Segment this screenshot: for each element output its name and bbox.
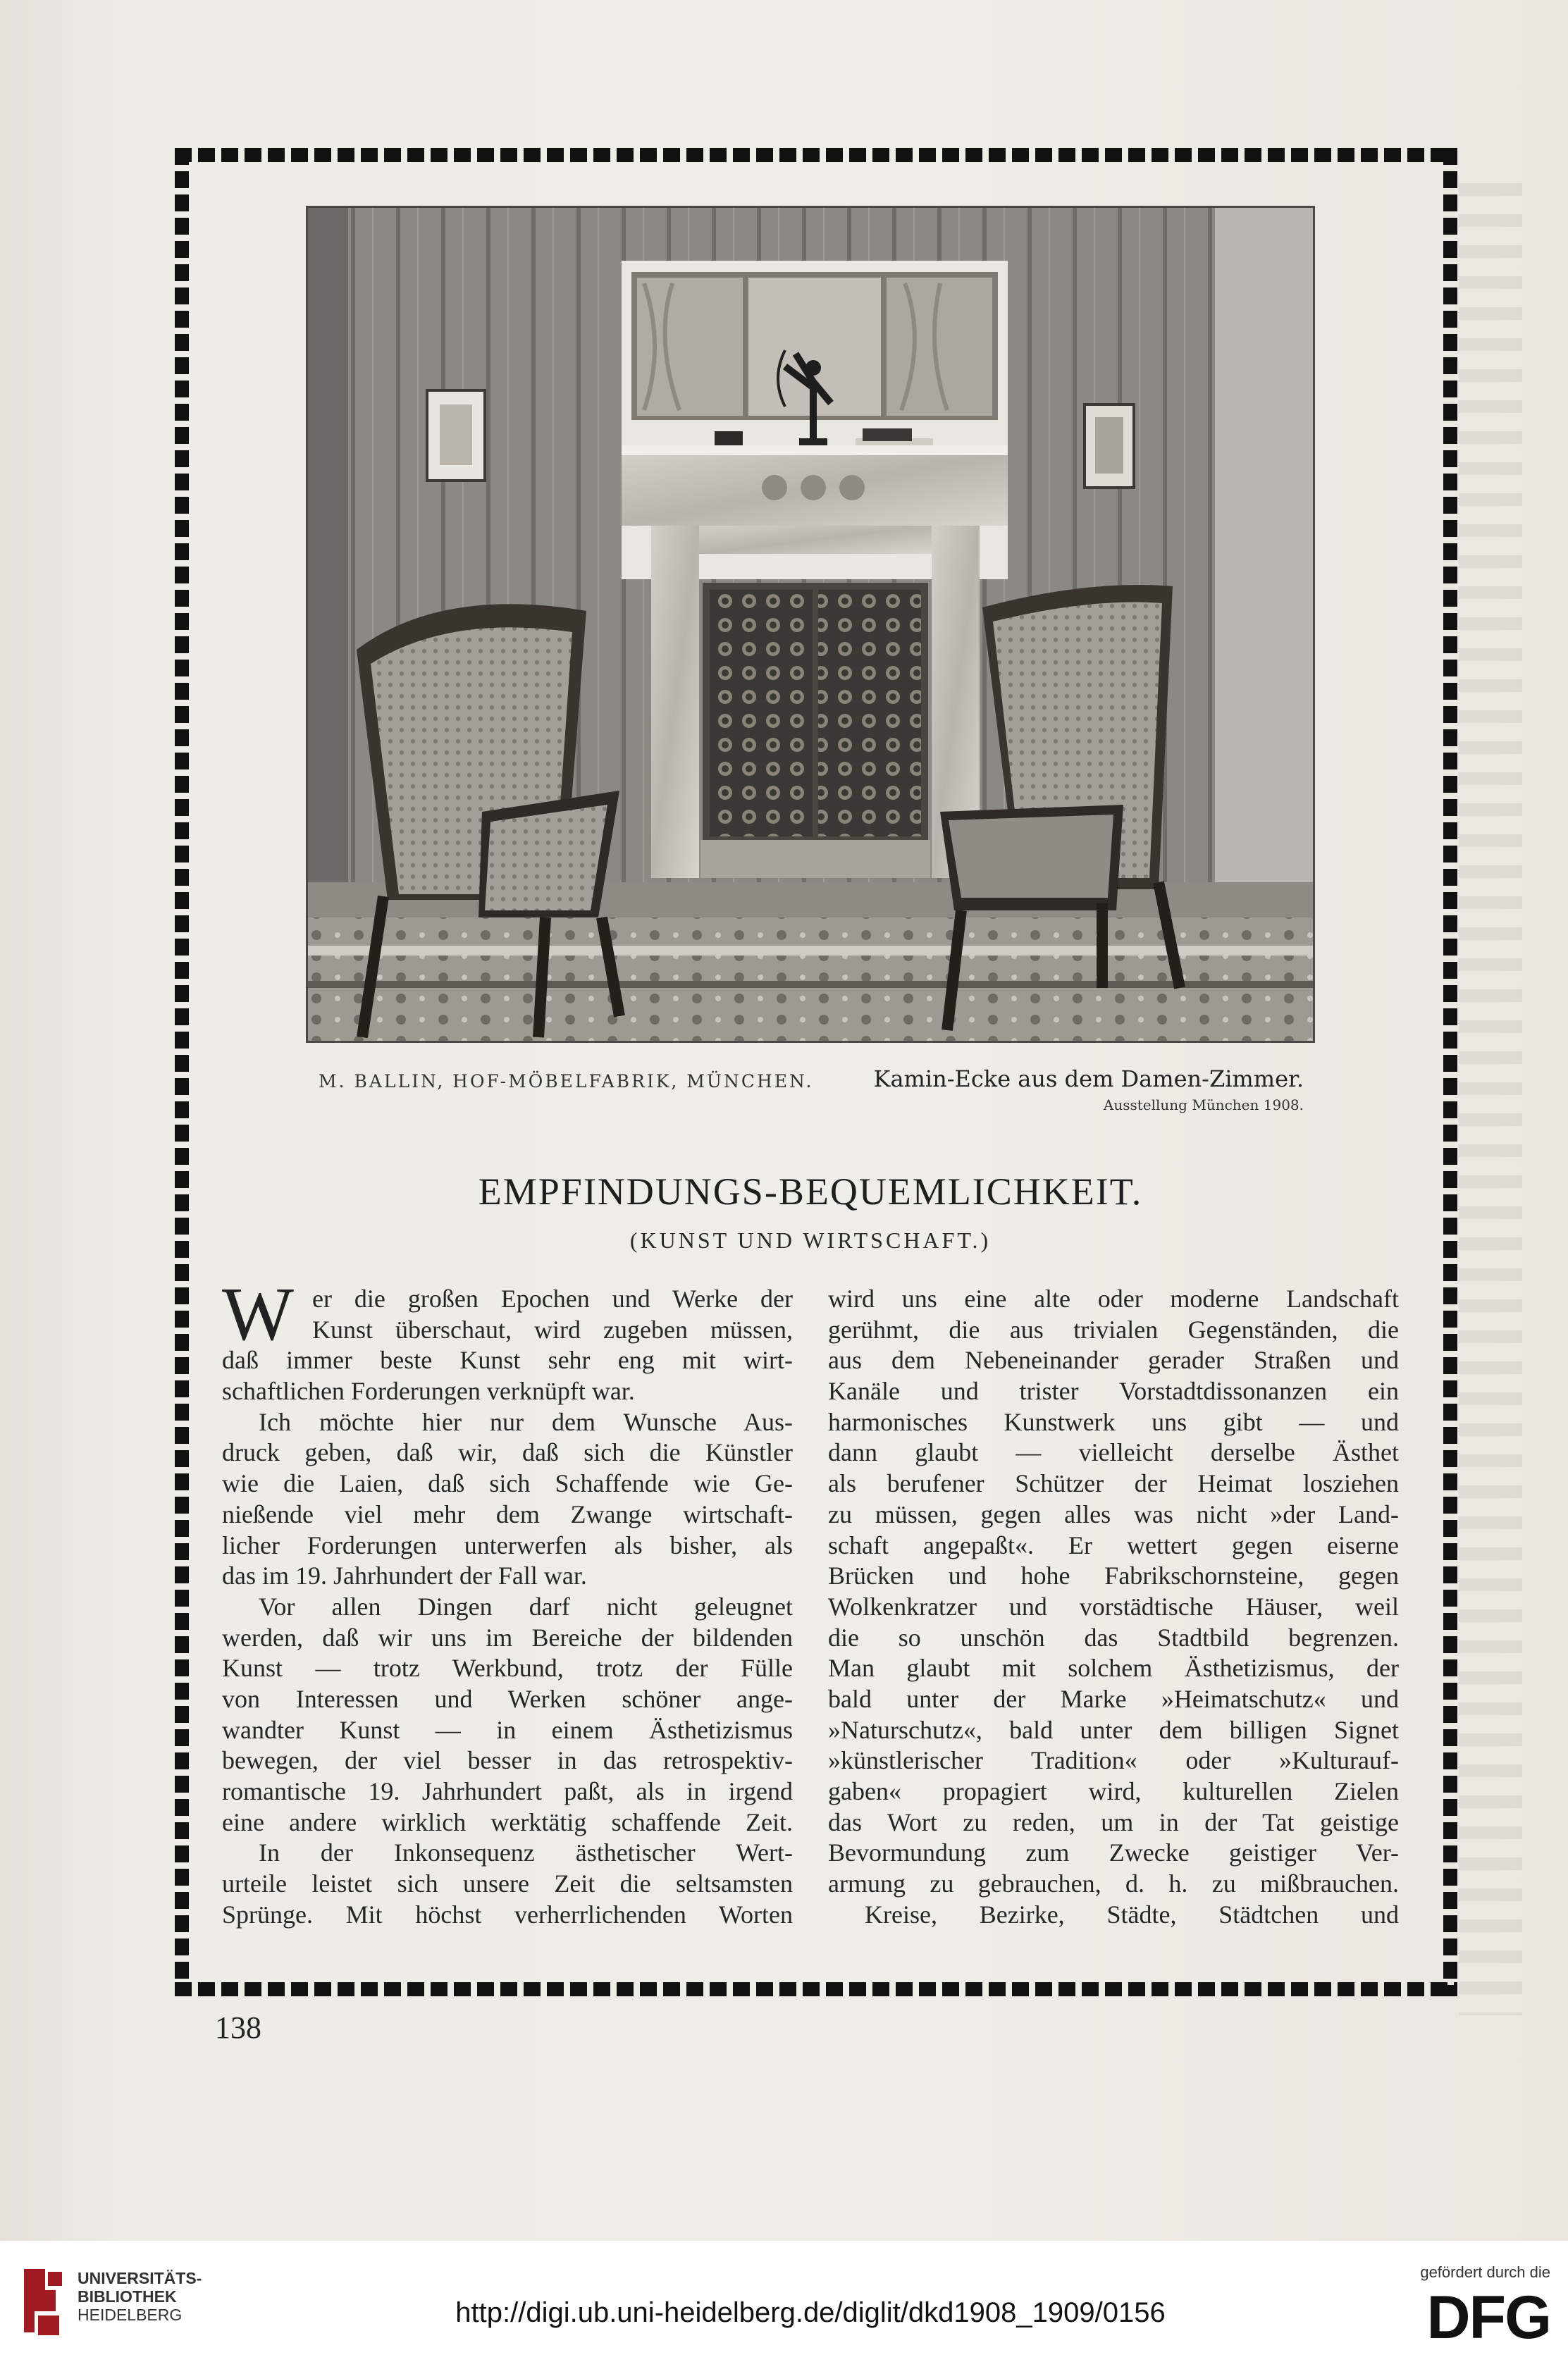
text-line: armung zu gebrauchen, d. h. zu mißbrauchen. xyxy=(828,1869,1399,1898)
text-line: nießende viel mehr dem Zwange wirtschaft- xyxy=(222,1500,793,1528)
text-line: Wolkenkratzer und vorstädtische Häuser, weil xyxy=(828,1592,1399,1621)
article-title: EMPFINDUNGS-BEQUEMLICHKEIT. xyxy=(478,1170,1143,1213)
text-line: gerühmt, die aus trivialen Gegenständen, die xyxy=(828,1315,1399,1344)
text-line: urteile leistet sich unsere Zeit die seltsamsten xyxy=(222,1869,793,1898)
text-line: Sprünge. Mit höchst verherrlichenden Worten xyxy=(222,1900,793,1929)
text-line: bald unter der Marke »Heimatschutz« und xyxy=(828,1684,1399,1713)
photo-exhibition-caption: Ausstellung München 1908. xyxy=(1103,1096,1304,1113)
photo-credit-caption: M. BALLIN, HOF-MÖBELFABRIK, MÜNCHEN. xyxy=(319,1071,814,1092)
text-line: licher Forderungen unterwerfen als bisher, als xyxy=(222,1531,793,1559)
text-line: zu müssen, gegen alles was nicht »der Land- xyxy=(828,1500,1399,1528)
permalink-url[interactable]: http://digi.ub.uni-heidelberg.de/diglit/dkd1908_1909/0156 xyxy=(455,2297,1166,2328)
text-line: schaftlichen Forderungen verknüpft war. xyxy=(222,1377,635,1406)
bleed-through-margin xyxy=(1459,183,1522,2015)
text-line: als berufener Schützer der Heimat losziehen xyxy=(828,1469,1399,1498)
fireplace-photograph xyxy=(306,206,1315,1043)
frame-right xyxy=(1443,148,1457,1996)
university-library-name[interactable] xyxy=(78,2269,233,2339)
text-line: schaft angepaßt«. Er wettert gegen eiserne xyxy=(828,1531,1399,1559)
drop-capital: W xyxy=(222,1273,294,1356)
text-column-right xyxy=(828,1284,1399,1953)
bleed-through-text xyxy=(211,95,1128,109)
text-line: Man glaubt mit solchem Ästhetizismus, der xyxy=(828,1654,1399,1683)
text-line: eine andere wirklich werktätig schaffende Zeit. xyxy=(222,1807,793,1836)
library-name-line: UNIVERSITÄTS- xyxy=(78,2269,202,2287)
text-line: gaben« propagiert wird, kulturellen Zielen xyxy=(828,1777,1399,1805)
university-library-logo-icon[interactable] xyxy=(17,2262,66,2339)
text-line: bewegen, der viel besser in das retrospektiv- xyxy=(222,1746,793,1775)
frame-left xyxy=(175,148,189,1996)
text-line: das im 19. Jahrhundert der Fall war. xyxy=(222,1562,587,1590)
page-number: 138 xyxy=(215,2010,261,2045)
text-line: das Wort zu reden, um in der Tat geistige xyxy=(828,1807,1399,1836)
text-line: Kunst überschaut, wird zugeben müssen, xyxy=(312,1315,793,1344)
text-line: Vor allen Dingen darf nicht geleugnet xyxy=(259,1592,793,1621)
text-line: wandter Kunst — in einem Ästhetizismus xyxy=(222,1715,793,1744)
text-line: »künstlerischer Tradition« oder »Kulturauf- xyxy=(828,1746,1399,1775)
text-line: Bevormundung zum Zwecke geistiger Ver- xyxy=(828,1838,1399,1867)
article-subtitle: (KUNST UND WIRTSCHAFT.) xyxy=(629,1228,992,1253)
text-line: er die großen Epochen und Werke der xyxy=(312,1285,793,1313)
text-line: werden, daß wir uns im Bereiche der bildenden xyxy=(222,1623,793,1652)
text-line: Kanäle und trister Vorstadtdissonanzen ein xyxy=(828,1377,1399,1406)
text-line: daß immer beste Kunst sehr eng mit wirt- xyxy=(222,1346,793,1375)
library-name-line: BIBLIOTHEK xyxy=(78,2287,177,2306)
text-line: romantische 19. Jahrhundert paßt, als in irgend xyxy=(222,1777,793,1805)
dfg-logo[interactable]: DFG xyxy=(1426,2284,1550,2351)
fireplace-photo-illustration xyxy=(306,206,1315,1043)
text-line: harmonisches Kunstwerk uns gibt — und xyxy=(828,1407,1399,1436)
text-line: dann glaubt — vielleicht derselbe Ästhet xyxy=(828,1438,1399,1467)
text-line: Brücken und hohe Fabrikschornsteine, gegen xyxy=(828,1562,1399,1590)
text-column-left xyxy=(222,1284,793,1953)
text-line: die so unschön das Stadtbild begrenzen. xyxy=(828,1623,1399,1652)
funding-note: gefördert durch die xyxy=(1420,2263,1550,2281)
text-line: wie die Laien, daß sich Schaffende wie Ge- xyxy=(222,1469,793,1498)
text-line: Ich möchte hier nur dem Wunsche Aus- xyxy=(259,1407,793,1436)
photo-title-caption: Kamin-Ecke aus dem Damen-Zimmer. xyxy=(873,1065,1304,1092)
text-line: In der Inkonsequenz ästhetischer Wert- xyxy=(259,1838,793,1867)
text-line: aus dem Nebeneinander gerader Straßen und xyxy=(828,1346,1399,1375)
library-name-line: HEIDELBERG xyxy=(78,2306,183,2324)
text-line: druck geben, daß wir, daß sich die Künstler xyxy=(222,1438,793,1467)
text-line: Kreise, Bezirke, Städte, Städtchen und xyxy=(865,1900,1399,1929)
text-line: Kunst — trotz Werkbund, trotz der Fülle xyxy=(222,1654,793,1683)
frame-bottom xyxy=(175,1982,1457,1996)
text-line: »Naturschutz«, bald unter dem billigen Signet xyxy=(828,1715,1399,1744)
digitization-footer xyxy=(0,2241,1568,2362)
text-line: von Interessen und Werken schöner ange- xyxy=(222,1684,793,1713)
frame-top xyxy=(175,148,1457,162)
text-line: wird uns eine alte oder moderne Landschaft xyxy=(828,1285,1399,1313)
